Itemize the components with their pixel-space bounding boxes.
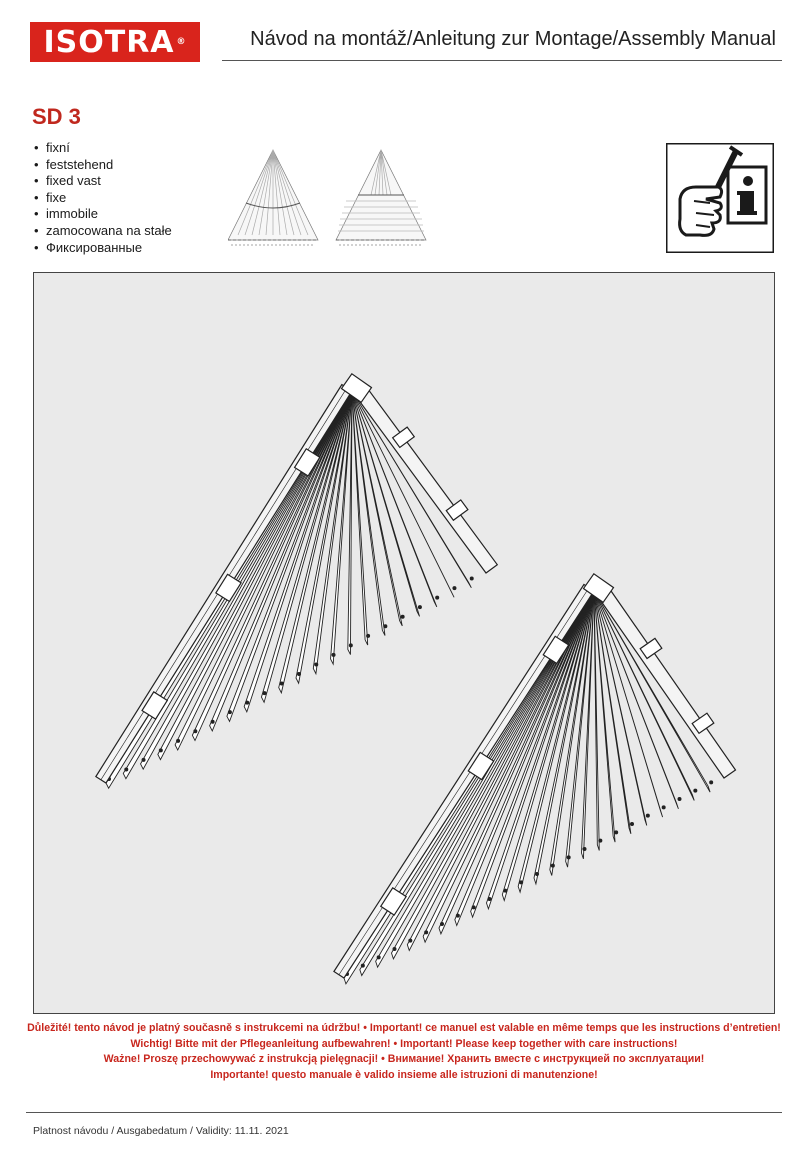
header-divider — [222, 60, 782, 61]
blind-pleat — [244, 391, 352, 712]
pleat-cord — [418, 605, 422, 609]
pleat-cord — [142, 758, 146, 762]
blind-illustration-left — [96, 374, 497, 788]
pleat-cord — [377, 955, 381, 959]
footer-divider — [26, 1112, 782, 1113]
pleat-cord — [435, 596, 439, 600]
warning-line: Důležité! tento návod je platný současně s instrukcemi na údržbu! • Important! ce manuel est valable en même temps que les instructions d’entretien! — [27, 1022, 781, 1034]
manual-title: Návod na montáž/Anleitung zur Montage/Assembly Manual — [250, 28, 776, 50]
variant-item: • fixed vast — [34, 173, 172, 190]
pleat-cord — [245, 701, 249, 705]
warning-line: Wichtig! Bitte mit der Pflegeanleitung aufbewahren! • Important! Please keep together with care instructions! — [130, 1037, 678, 1050]
pleat-cord — [598, 839, 602, 843]
pleat-cord — [408, 939, 412, 943]
pleat-cord — [456, 914, 460, 918]
pleat-cord — [488, 897, 492, 901]
warning-line: Ważne! Proszę przechowywać z instrukcją pielęgnacji! • Внимание! Хранить вместе с инструкцией по эксплуатации! — [103, 1053, 705, 1065]
logo-registered-mark: ® — [176, 37, 187, 47]
pleat-cord — [535, 872, 539, 876]
validity-footer: Platnost návodu / Ausgabedatum / Validity: 11.11. 2021 — [33, 1125, 289, 1137]
care-warning-text — [26, 1021, 782, 1083]
variant-item: • immobile — [34, 206, 172, 223]
pleat-cord — [646, 814, 650, 818]
blind-pleat — [502, 591, 594, 901]
side-profile — [594, 583, 735, 778]
blind-pleat — [594, 591, 710, 792]
pleat-cord — [551, 864, 555, 868]
care-instructions-icon — [666, 143, 774, 253]
pleat-cord — [349, 643, 353, 647]
pleat-cord — [262, 691, 266, 695]
variant-item: • zamocowana na stałe — [34, 223, 172, 240]
pleat-cord — [211, 720, 215, 724]
pleat-cord — [159, 748, 163, 752]
pleat-cord — [583, 847, 587, 851]
product-thumbnails — [228, 145, 440, 250]
pleat-cord — [472, 905, 476, 909]
variant-item: • feststehend — [34, 157, 172, 174]
blind-pleat — [158, 391, 352, 760]
blind-pleat — [352, 391, 437, 607]
pleat-cord — [503, 889, 507, 893]
variant-item: • fixní — [34, 140, 172, 157]
variant-item: • Фиксированные — [34, 240, 172, 257]
pleat-cord — [662, 805, 666, 809]
pleat-cord — [440, 922, 444, 926]
pleat-cord — [401, 615, 405, 619]
pleat-cord — [124, 767, 128, 771]
product-title: SD 3 — [32, 104, 81, 129]
pleat-cord — [678, 797, 682, 801]
pleat-cord — [393, 947, 397, 951]
triangle-blind-thumbnail-2-icon — [336, 150, 426, 245]
pleat-cord — [280, 682, 284, 686]
pleat-cord — [452, 586, 456, 590]
pleat-cord — [424, 930, 428, 934]
pleat-cord — [519, 880, 523, 884]
pleat-cord — [366, 634, 370, 638]
variant-item: • fixe — [34, 190, 172, 207]
isotra-logo — [30, 22, 200, 62]
pleat-cord — [567, 855, 571, 859]
blind-pleat — [594, 591, 678, 809]
pleat-cord — [314, 662, 318, 666]
pleat-cord — [383, 624, 387, 628]
pleat-cord — [193, 729, 197, 733]
triangle-blind-thumbnail-1-icon — [228, 150, 318, 245]
pleat-cord — [709, 780, 713, 784]
pleat-cord — [630, 822, 634, 826]
blind-pleat — [352, 391, 471, 588]
blind-pleat — [439, 591, 594, 934]
logo-text: ISOTRA — [43, 24, 175, 60]
pleat-cord — [470, 577, 474, 581]
blind-pleat — [141, 391, 352, 769]
blind-illustration-right — [334, 574, 736, 984]
assembly-diagram — [33, 272, 775, 1014]
pleat-cord — [228, 710, 232, 714]
pleat-cord — [614, 830, 618, 834]
variant-list — [34, 140, 172, 256]
pleat-cord — [297, 672, 301, 676]
pleat-cord — [693, 789, 697, 793]
pleat-cord — [361, 964, 365, 968]
pleat-cord — [332, 653, 336, 657]
warning-line: Importante! questo manuale è valido insieme alle istruzioni di manutenzione! — [210, 1068, 598, 1081]
side-profile — [352, 383, 497, 573]
pleat-cord — [176, 739, 180, 743]
